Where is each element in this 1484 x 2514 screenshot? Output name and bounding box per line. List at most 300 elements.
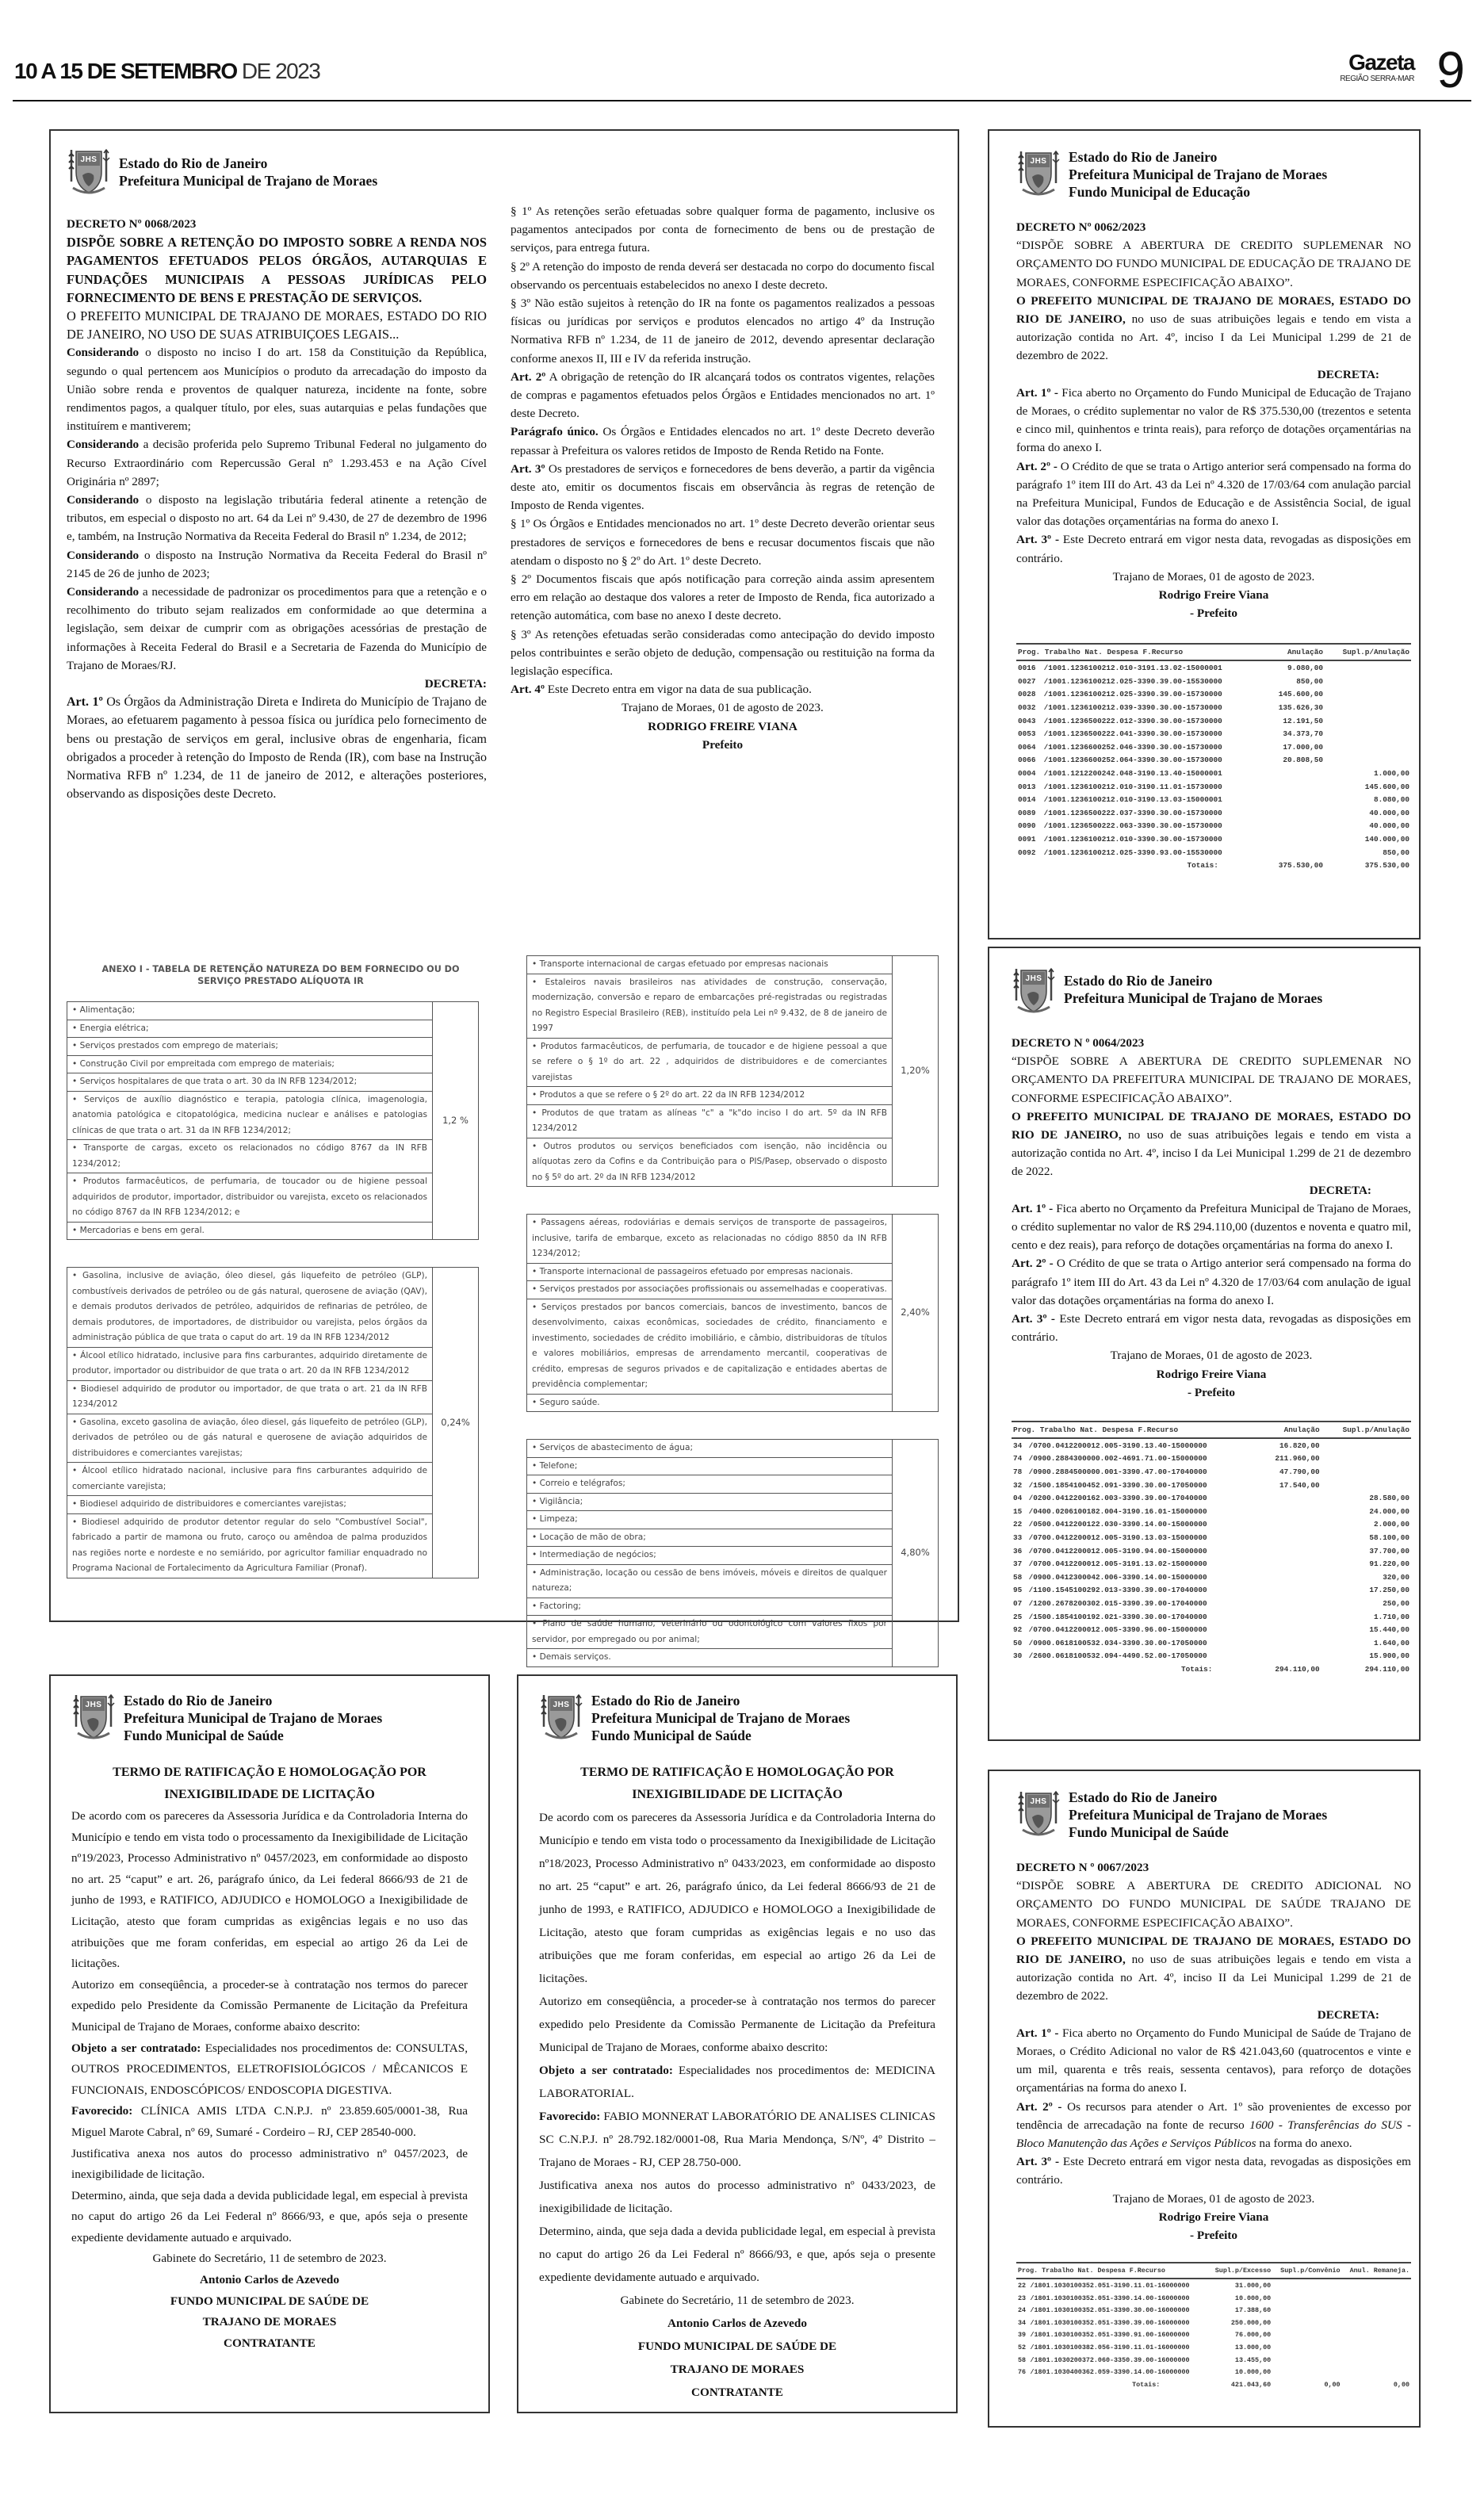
prog-code: 0092 <box>1018 848 1036 857</box>
annex-rate: 1,2 % <box>433 1002 479 1240</box>
dotacao: /1001.1236100212.025-3390.39.00-15530000 <box>1043 676 1222 686</box>
annex-item: • Alimentação; <box>67 1002 433 1020</box>
column-header: Prog. Trabalho Nat. Despesa F.Recurso <box>1016 2263 1207 2279</box>
budget-table-0064 <box>1012 1421 1411 1676</box>
annex-item: • Factoring; <box>527 1598 893 1616</box>
annex-row <box>67 1380 479 1414</box>
annex-rate: 4,80% <box>893 1440 939 1667</box>
amount <box>1260 1491 1321 1505</box>
annex-rate-table <box>526 1439 939 1667</box>
prog-code: 15 <box>1013 1506 1023 1516</box>
column-header: Supl.p/Excesso <box>1207 2263 1272 2279</box>
annex-item: • Plano de saúde humano, veterinário ou odontológico com valores fixos por servidor, por empregado ou por animal; <box>527 1616 893 1649</box>
table-row <box>1016 820 1411 833</box>
decreta-label: DECRETA: <box>1317 367 1379 381</box>
table-row <box>1016 2329 1411 2342</box>
amount: 1.710,00 <box>1373 1612 1409 1621</box>
annex-item: • Mercadorias e bens em geral. <box>67 1222 433 1240</box>
amount: 13.000,00 <box>1234 2344 1272 2352</box>
amount: 47.790,00 <box>1279 1467 1320 1477</box>
decreta-label: DECRETA: <box>424 677 487 691</box>
amount: 140.000,00 <box>1364 834 1409 844</box>
notice-header: JHS Estado do Rio de Janeiro Prefeitura Municipal de Trajano de Moraes Fundo Municipal de Saúde <box>1016 1789 1411 1841</box>
dotacao: /0700.0412200012.005-3390.96.00-15000000 <box>1028 1625 1207 1635</box>
signer-name: RODRIGO FREIRE VIANA <box>648 719 797 733</box>
decree-ementa: “DISPÕE SOBRE A ABERTURA DE CREDITO ADICIONAL NO ORÇAMENTO DO FUNDO MUNICIPAL DE SAÚDE TRAJANO DE MORAES, CONFORME ESPECIFICAÇÃO ABAIXO”. <box>1016 1879 1411 1930</box>
total-value: 421.043,60 <box>1230 2380 1272 2389</box>
dotacao: /2600.0618100532.094-4490.52.00-17050000 <box>1028 1651 1207 1661</box>
amount <box>1342 2292 1411 2305</box>
dotacao: /0700.0412200012.005-3190.13.40-15000000 <box>1028 1441 1207 1450</box>
annex-row <box>67 1347 479 1380</box>
decree-title: DECRETO Nº 0062/2023 <box>1016 220 1146 234</box>
prog-code: 23 <box>1018 2294 1027 2302</box>
table-row <box>1012 1557 1411 1571</box>
amount: 8.080,00 <box>1373 795 1409 805</box>
art-2-paragrafo-unico: Parágrafo único. Os Órgãos e Entidades elencados no art. 1º deste Decreto deverão repassar à Prefeitura os valores retidos de Imposto de Renda Retido na Fonte. <box>511 425 935 457</box>
table-row <box>1016 727 1411 740</box>
prog-code: 0064 <box>1018 742 1036 752</box>
amount <box>1260 1531 1321 1544</box>
amount <box>1260 1623 1321 1636</box>
annex-row <box>67 1496 479 1514</box>
annex-item: • Produtos farmacêuticos, de perfumaria, de toucador e de higiene pessoal a que se refere o § 1º do art. 22 , adquiridos de distribuidores e de comerciantes varejistas <box>527 1038 893 1087</box>
notice-header: JHS Estado do Rio de Janeiro Prefeitura Municipal de Trajano de Moraes Fundo Municipal de Saúde <box>71 1692 468 1744</box>
notice-header: JHS Estado do Rio de Janeiro Prefeitura Municipal de Trajano de Moraes Fundo Municipal de Educação <box>1016 148 1411 201</box>
dotacao: /1500.1854100452.091-3390.30.00-17050000 <box>1028 1480 1207 1490</box>
dotacao: /0900.0618100532.034-3390.30.00-17050000 <box>1028 1638 1207 1647</box>
signer-org: FUNDO MUNICIPAL DE SAÚDE DE TRAJANO DE MORAES CONTRATANTE <box>637 2340 837 2399</box>
considerando: Considerando a decisão proferida pelo Supremo Tribunal Federal no julgamento do Recurso Extraordinário com Repercussão Geral nº 1.293.453 e na Ação Cível Originária nº 2897; <box>67 438 487 488</box>
amount: 250.000,00 <box>1230 2318 1272 2327</box>
amount: 850,00 <box>1296 676 1324 686</box>
dotacao: /1801.1030200372.060-3350.39.00-16000000 <box>1030 2355 1190 2364</box>
amount: 10.000,00 <box>1234 2368 1272 2377</box>
annex-row <box>67 1002 479 1020</box>
dotacao: /0700.0412200012.005-3190.94.00-15000000 <box>1028 1546 1207 1555</box>
dotacao: /0400.0206100182.004-3190.16.01-15000000 <box>1028 1506 1207 1516</box>
header-fundo: Fundo Municipal de Saúde <box>591 1728 752 1743</box>
considerando: Considerando a necessidade de padronizar os procedimentos para que a retenção e o recolhimento do tributo sejam realizados em conformidade ao que determina a legislação, sem deixar de cumprir com as obrigações acessórias de prestação de informações à Receita Federal do Brasil e a Secretaria de Fazenda do Município de Trajano de Moraes/RJ. <box>67 585 487 672</box>
total-value: 375.530,00 <box>1364 861 1409 871</box>
termo-determino: Determino, ainda, que seja dada a devida publicidade legal, em especial à prevista no caput do artigo 26 da Lei Federal nº 8666/93, e que, após seja o presente expediente devidamente autuado e arquivado. <box>71 2188 468 2244</box>
dotacao: /1001.1236100212.010-3390.30.00-15730000 <box>1043 834 1222 844</box>
table-row <box>1012 1505 1411 1518</box>
considerando: Considerando o disposto no inciso I do art. 158 da Constituição da República, segundo o qual pertencem aos Municípios o produto da arrecadação do imposto da União sobre renda e proventos de qualquer natureza, incidente na fonte, sobre rendimentos pagos, a qualquer título, por eles, suas autarquias e pelas fundações que instituírem e mantiverem; <box>67 346 487 434</box>
dotacao: /1001.1236100212.025-3390.39.00-15730000 <box>1043 690 1222 699</box>
amount: 9.080,00 <box>1287 664 1324 673</box>
table-row <box>1012 1465 1411 1479</box>
dotacao: /1001.1236500222.041-3390.30.00-15730000 <box>1043 729 1222 739</box>
amount <box>1321 1479 1411 1492</box>
annex-item: • Construção Civil por empreitada com emprego de materiais; <box>67 1055 433 1073</box>
amount: 850,00 <box>1383 848 1409 857</box>
amount: 10.000,00 <box>1234 2294 1272 2302</box>
table-row <box>1016 2317 1411 2329</box>
page-number: 9 <box>1436 41 1465 98</box>
annex-title: ANEXO I - TABELA DE RETENÇÃO NATUREZA DO BEM FORNECIDO OU DO SERVIÇO PRESTADO ALÍQUOTA IR <box>101 964 460 986</box>
column-header: Anul. Remaneja. <box>1342 2263 1411 2279</box>
table-row <box>1012 1650 1411 1663</box>
brand-subtitle: REGIÃO SERRA-MAR <box>1340 75 1414 83</box>
decree-0068-box <box>49 129 959 1662</box>
decree-0064-box <box>988 947 1421 1741</box>
termo-18-box <box>517 1674 958 2413</box>
decree-ementa: DISPÕE SOBRE A RETENÇÃO DO IMPOSTO SOBRE A RENDA NOS PAGAMENTOS EFETUADOS PELOS ÓRGÃOS, AUTARQUIAS E FUNDAÇÕES MUNICIPAIS A PESSOAS JURÍDICAS PELO FORNECIMENTO DE BENS E PRESTAÇÃO DE SERVIÇOS. <box>67 235 487 305</box>
annex-row <box>67 1020 479 1038</box>
amount: 40.000,00 <box>1369 821 1409 831</box>
dotacao: /1500.1854100192.021-3390.30.00-17040000 <box>1028 1612 1207 1621</box>
table-row <box>1012 1636 1411 1650</box>
prog-code: 74 <box>1013 1454 1023 1464</box>
annex-item: • Locação de mão de obra; <box>527 1529 893 1547</box>
annex-item: • Correio e telégrafos; <box>527 1475 893 1494</box>
amount <box>1325 727 1411 740</box>
table-row <box>1012 1571 1411 1584</box>
annex-item: • Seguro saúde. <box>527 1394 893 1412</box>
prog-code: 0066 <box>1018 756 1036 765</box>
dotacao: /1001.1236600252.064-3390.30.00-15730000 <box>1043 756 1222 765</box>
dotacao: /1801.1030100382.056-3190.11.01-16000000 <box>1030 2344 1190 2352</box>
issue-date: 10 A 15 DE SETEMBRO DE 2023 <box>14 59 320 83</box>
amount: 13.455,00 <box>1234 2355 1272 2364</box>
amount <box>1325 701 1411 714</box>
annex-rate: 2,40% <box>893 1215 939 1412</box>
dotacao: /1001.1212200242.048-3190.13.40-15000001 <box>1043 769 1222 779</box>
table-row <box>1016 688 1411 702</box>
art-1-p2: § 2º A retenção do imposto de renda deverá ser destacada no corpo do documento fiscal observando os percentuais estabelecidos no anexo I deste decreto. <box>511 259 935 292</box>
annex-item: • Álcool etílico hidratado nacional, inclusive para fins carburantes adquirido de comerciante varejista; <box>67 1463 433 1496</box>
termo-objeto: Objeto a ser contratado: Especialidades nos procedimentos de: CONSULTAS, OUTROS PROCEDIMENTOS, ELETROFISIOLÓGICOS / MÊCANICOS E FUNCIONAIS, ENDOSCÓPICOS/ ENDOSCOPIA DIGESTIVA. <box>71 2041 468 2097</box>
amount <box>1342 2354 1411 2367</box>
prog-code: 0089 <box>1018 808 1036 817</box>
budget-table-0062 <box>1016 643 1411 872</box>
dotacao: /1001.1236100212.010-3191.13.02-15000001 <box>1043 664 1222 673</box>
table-row <box>1016 714 1411 728</box>
art-1: Art. 1º - Fica aberto no Orçamento do Fundo Municipal de Saúde de Trajano de Moraes, o Crédito Adicional no valor de R$ 421.043,60 (quatrocentos e vinte e um mil, quarenta e três reais, sessenta centavos), para reforço de dotações orçamentárias na forma do anexo I. <box>1016 2026 1411 2095</box>
signer-role: - Prefeito <box>1187 1385 1235 1399</box>
signer-role: - Prefeito <box>1189 606 1237 621</box>
header-state: Estado do Rio de Janeiro <box>119 155 268 171</box>
table-row <box>1016 2292 1411 2305</box>
termo-paragraph-2: Autorizo em conseqüência, a proceder-se à contratação nos termos do parecer expedido pelo Presidente da Comissão Permanente de Licitação da Prefeitura Municipal de Trajano de Moraes, conforme abaixo descrito: <box>71 1977 468 2034</box>
amount: 211.960,00 <box>1275 1454 1320 1464</box>
amount <box>1325 660 1411 675</box>
art-3: Art. 3º Os prestadores de serviços e fornecedores de bens deverão, a partir da vigência deste ato, emitir os documentos fiscais em observância às regras de retenção de Imposto de Renda vigentes. <box>511 461 935 513</box>
annex-row <box>67 1038 479 1056</box>
dotacao: /1801.1030100352.051-3390.14.00-16000000 <box>1030 2294 1190 2302</box>
art-2: Art. 2º - Os recursos para atender o Art. 1º são provenientes de excesso por tendência de arrecadação na fonte de recurso 1600 - Transferências do SUS - Bloco Manutenção das Ações e Serviços Públicos na forma do anexo. <box>1016 2099 1412 2151</box>
termo-justificativa: Justificativa anexa nos autos do processo administrativo nº 0433/2023, de inexigibilidade de licitação. <box>539 2179 935 2215</box>
annex-rate: 1,20% <box>893 956 939 1187</box>
annex-row <box>527 1616 939 1649</box>
amount: 2.000,00 <box>1373 1520 1409 1529</box>
amount: 320,00 <box>1383 1572 1409 1582</box>
annex-row <box>527 1263 939 1281</box>
column-header: Supl.p/Convênio <box>1272 2263 1341 2279</box>
amount: 250,00 <box>1383 1598 1409 1608</box>
amount: 12.191,50 <box>1283 716 1324 725</box>
amount <box>1342 2317 1411 2329</box>
column-header: Anulação <box>1260 1422 1321 1438</box>
annex-row <box>527 974 939 1038</box>
termo-paragraph-2: Autorizo em conseqüência, a proceder-se à contratação nos termos do parecer expedido pelo Presidente da Comissão Permanente de Licitação da Prefeitura Municipal de Trajano de Moraes, conforme abaixo descrito: <box>539 1995 935 2054</box>
annex-row <box>67 1463 479 1496</box>
masthead <box>13 41 1471 101</box>
prog-code: 04 <box>1013 1494 1023 1503</box>
decreta-label: DECRETA: <box>1309 1183 1371 1197</box>
dotacao: /1001.1236600252.046-3390.30.00-15730000 <box>1043 742 1222 752</box>
table-row <box>1016 832 1411 846</box>
table-row <box>1012 1479 1411 1492</box>
prog-code: 22 <box>1013 1520 1023 1529</box>
art-3: Art. 3º - Este Decreto entrará em vigor nesta data, revogadas as disposições em contrário. <box>1012 1312 1411 1345</box>
annex-item: • Serviços prestados por associações profissionais ou assemelhadas e cooperativas. <box>527 1281 893 1299</box>
annex-item: • Estaleiros navais brasileiros nas atividades de construção, conservação, modernização, conversão e reparo de embarcações pré-registradas ou registradas no Registro Especial Brasileiro (REB), instituído pela Lei nº 9.432, de 8 de janeiro de 1997 <box>527 974 893 1038</box>
dotacao: /0500.0412200122.030-3390.14.00-15000000 <box>1028 1520 1207 1529</box>
amount: 1.000,00 <box>1373 769 1409 779</box>
considerandos <box>67 343 487 675</box>
amount: 17.388,60 <box>1234 2306 1272 2315</box>
annex-row <box>527 1493 939 1511</box>
total-value: 294.110,00 <box>1275 1664 1320 1674</box>
header-fundo: Fundo Municipal de Saúde <box>1069 1824 1229 1840</box>
annex-row <box>67 1091 479 1140</box>
prog-code: 37 <box>1013 1559 1023 1569</box>
annex-row <box>527 956 939 974</box>
amount: 135.626,30 <box>1278 703 1324 713</box>
amount: 37.700,00 <box>1369 1546 1409 1555</box>
totals-row <box>1016 859 1411 872</box>
art-3-p2: § 2º Documentos fiscais que após notificação para correção ainda assim apresentem erro em relação ao destaque dos valores a reter de Imposto de Renda, fica autorizado a retenção automática, com base no anexo I deste decreto. <box>511 572 935 623</box>
amount <box>1260 1557 1321 1571</box>
amount <box>1325 675 1411 688</box>
table-row <box>1012 1597 1411 1610</box>
amount <box>1325 754 1411 767</box>
prog-code: 25 <box>1013 1612 1023 1621</box>
prog-code: 0004 <box>1018 769 1036 779</box>
annex-row <box>527 1649 939 1667</box>
annex-row <box>527 1087 939 1105</box>
prog-code: 0090 <box>1018 821 1036 831</box>
annex-row <box>527 1440 939 1458</box>
annex-item: • Telefone; <box>527 1457 893 1475</box>
annex-rate-table <box>526 955 939 1187</box>
table-row <box>1012 1544 1411 1558</box>
amount <box>1321 1438 1411 1452</box>
amount <box>1342 2341 1411 2354</box>
annex-item: • Biodiesel adquirido de produtor ou importador, de que trata o art. 21 da IN RFB 1234/2012 <box>67 1380 433 1414</box>
table-row <box>1016 806 1411 820</box>
annex-row <box>527 1564 939 1598</box>
annex-row <box>527 1598 939 1616</box>
annex-item: • Produtos farmacêuticos, de perfumaria, de toucador ou de higiene pessoal adquiridos de produtor, importador, distribuidor ou varejista, exceto os relacionados no código 8767 da IN RFB 1234/2012; e <box>67 1173 433 1223</box>
amount: 16.820,00 <box>1279 1441 1320 1450</box>
annex-item: • Álcool etílico hidratado, inclusive para fins carburantes, adquirido diretamente de produtor, importador ou distribuidor de que trata o art. 20 da IN RFB 1234/2012 <box>67 1347 433 1380</box>
amount <box>1321 1452 1411 1466</box>
decree-preamble: O PREFEITO MUNICIPAL DE TRAJANO DE MORAES, ESTADO DO RIO DE JANEIRO, NO USO DE SUAS ATRIBUIÇOES LEGAIS... <box>67 308 487 342</box>
amount <box>1266 820 1325 833</box>
place-date: Trajano de Moraes, 01 de agosto de 2023. <box>1112 2191 1315 2206</box>
prog-code: 0043 <box>1018 716 1036 725</box>
amount <box>1260 1636 1321 1650</box>
amount <box>1272 2354 1341 2367</box>
signer-name: Rodrigo Freire Viana <box>1158 2210 1269 2224</box>
annex-row <box>527 1394 939 1412</box>
art-1: Art. 1º - Fica aberto no Orçamento da Prefeitura Municipal de Trajano de Moraes, o crédito suplementar no valor de R$ 294.110,00 (duzentos e noventa e quatro mil, cento e dez reais), para reforço de dotações orçamentárias na forma do anexo I. <box>1012 1201 1411 1253</box>
total-value: 0,00 <box>1324 2380 1341 2389</box>
decree-title: DECRETO Nº 0068/2023 <box>67 217 197 231</box>
table-row <box>1016 660 1411 675</box>
place-date: Trajano de Moraes, 01 de agosto de 2023. <box>1110 1349 1313 1363</box>
municipal-crest-icon <box>1016 1789 1061 1839</box>
decree-preamble: O PREFEITO MUNICIPAL DE TRAJANO DE MORAES, ESTADO DO RIO DE JANEIRO, no uso de suas atribuições legais e tendo em vista a autorização contida no Art. 4º, inciso I da Lei Municipal 1.299 de 21 de dezembro de 2022. <box>1016 293 1411 363</box>
header-prefeitura: Prefeitura Municipal de Trajano de Moraes <box>119 173 378 189</box>
termo-title: TERMO DE RATIFICAÇÃO E HOMOLOGAÇÃO POR INEXIGIBILIDADE DE LICITAÇÃO <box>113 1766 426 1801</box>
annex-row <box>527 1299 939 1394</box>
annex-item: • Outros produtos ou serviços beneficiados com isenção, não incidência ou alíquotas zero da Cofins e da Contribuição para o PIS/Pasep, observado o disposto no § 5º do art. 2º da IN RFB 1234/2012 <box>527 1138 893 1187</box>
amount <box>1260 1584 1321 1598</box>
table-row <box>1016 675 1411 688</box>
considerando: Considerando o disposto na Instrução Normativa da Receita Federal do Brasil nº 2145 de 26 de junho de 2023; <box>67 548 487 580</box>
termo-justificativa: Justificativa anexa nos autos do processo administrativo nº 0457/2023, de inexigibilidade de licitação. <box>71 2146 468 2182</box>
amount <box>1325 688 1411 702</box>
prog-code: 36 <box>1013 1546 1023 1555</box>
decree-ementa: “DISPÕE SOBRE A ABERTURA DE CREDITO SUPLEMENAR NO ORÇAMENTO DO FUNDO MUNICIPAL DE EDUCAÇÃO DE TRAJANO DE MORAES, CONFORME ESPECIFICAÇÃO ABAIXO”. <box>1016 239 1411 289</box>
crest-monogram: JHS <box>1030 1797 1047 1806</box>
annex-row <box>67 1222 479 1240</box>
prog-code: 0027 <box>1018 676 1036 686</box>
prog-code: 07 <box>1013 1598 1023 1608</box>
art-3-p1: § 1º Os Órgãos e Entidades mencionados no art. 1º deste Decreto deverão orientar seus prestadores de serviços e fornecedores de bens e recusar documentos fiscais que não atendam o disposto no § 2º do Art. 1º deste Decreto. <box>511 517 935 568</box>
annex-row <box>527 1104 939 1138</box>
place-date: Trajano de Moraes, 01 de agosto de 2023. <box>622 701 824 715</box>
annex-item: • Biodiesel adquirido de distribuidores e comerciantes varejistas; <box>67 1496 433 1514</box>
column-header: Anulação <box>1266 644 1325 660</box>
amount <box>1266 780 1325 794</box>
municipal-crest-icon <box>1012 966 1056 1016</box>
amount <box>1325 740 1411 754</box>
amount: 34.373,70 <box>1283 729 1324 739</box>
prog-code: 24 <box>1018 2306 1027 2315</box>
prog-code: 92 <box>1013 1625 1023 1635</box>
annex-row <box>527 1529 939 1547</box>
annex-item: • Produtos a que se refere o § 2º do art. 22 da IN RFB 1234/2012 <box>527 1087 893 1105</box>
place-date: Gabinete do Secretário, 11 de setembro de 2023. <box>620 2294 855 2307</box>
dotacao: /1001.1236100212.025-3390.93.00-15530000 <box>1043 848 1222 857</box>
annex-item: • Gasolina, exceto gasolina de aviação, óleo diesel, gás liquefeito de petróleo (GLP), derivados de petróleo ou de gás natural e querosene de aviação adquiridos de distribuidores e comerciantes varejistas; <box>67 1414 433 1463</box>
annex-item: • Transporte internacional de passageiros efetuado por empresas nacionais. <box>527 1263 893 1281</box>
prog-code: 0016 <box>1018 664 1036 673</box>
prog-code: 58 <box>1018 2355 1027 2364</box>
amount <box>1260 1544 1321 1558</box>
amount: 1.640,00 <box>1373 1638 1409 1647</box>
table-row <box>1016 701 1411 714</box>
amount <box>1272 2317 1341 2329</box>
decree-preamble: O PREFEITO MUNICIPAL DE TRAJANO DE MORAES, ESTADO DO RIO DE JANEIRO, no uso de suas atribuições legais e tendo em vista a autorização contida no Art. 4º, inciso I da Lei Municipal 1.299 de 21 de dezembro de 2022. <box>1012 1109 1411 1179</box>
table-row <box>1016 2304 1411 2317</box>
amount <box>1260 1610 1321 1624</box>
amount <box>1325 714 1411 728</box>
totals-label: Totais: <box>1132 2380 1161 2389</box>
column-header: Prog. Trabalho Nat. Despesa F.Recurso <box>1012 1422 1260 1438</box>
art-3-p3: § 3º As retenções efetuadas serão consideradas como antecipação do devido imposto pelos contribuintes e serão objeto de dedução, compensação ou restituição na forma da legislação específica. <box>511 627 935 679</box>
decree-0062-box <box>988 129 1421 939</box>
amount: 28.580,00 <box>1369 1494 1409 1503</box>
amount: 58.100,00 <box>1369 1533 1409 1543</box>
annex-item: • Transporte de cargas, exceto os relacionados no código 8767 da IN RFB 1234/2012; <box>67 1140 433 1173</box>
prog-code: 34 <box>1013 1441 1023 1450</box>
annex-row <box>67 1268 479 1348</box>
prog-code: 78 <box>1013 1467 1023 1477</box>
amount: 145.600,00 <box>1278 690 1324 699</box>
art-1-p3: § 3º Não estão sujeitos à retenção do IR na fonte os pagamentos realizados a pessoas físicas ou jurídicas por serviços e produtos elencados no artigo 4º da Instrução Normativa RFB nº 1.234, de 11 de janeiro de 2012, devendo apresentar declaração conforme anexos II, III e IV da referida instrução. <box>511 297 935 365</box>
dotacao: /1801.1030100352.051-3390.91.00-16000000 <box>1030 2331 1190 2340</box>
dotacao: /0200.0412200162.003-3390.39.00-17040000 <box>1028 1494 1207 1503</box>
totals-label: Totais: <box>1180 1664 1213 1674</box>
brand-name: Gazeta <box>1348 50 1414 75</box>
amount <box>1260 1518 1321 1532</box>
termo-favorecido: Favorecido: FABIO MONNERAT LABORATÓRIO DE ANALISES CLINICAS SC C.N.P.J. nº 28.792.182/0001-08, Rua Maria Mendonça, S/Nº, 4º Distrito – Trajano de Moraes - RJ, CEP 28.750-000. <box>539 2110 935 2169</box>
table-row <box>1016 780 1411 794</box>
art-2: Art. 2º A obrigação de retenção do IR alcançará todos os contratos vigentes, relações de compras e pagamentos efetuados pelos Órgãos e Entidades mencionados no art. 1º deste Decreto. <box>511 369 935 421</box>
total-value: 375.530,00 <box>1278 861 1324 871</box>
annex-row <box>527 1038 939 1087</box>
amount <box>1321 1465 1411 1479</box>
annex-item: • Serviços hospitalares de que trata o art. 30 da IN RFB 1234/2012; <box>67 1073 433 1092</box>
amount: 31.000,00 <box>1234 2282 1272 2290</box>
termo-paragraph-1: De acordo com os pareceres da Assessoria Jurídica e da Controladoria Interna do Município e tendo em vista todo o processamento da Inexigibilidade de Licitação nº18/2023, Processo Administrativo nº 0433/2023, em conformidade ao disposto no art. 25 “caput” e art. 26, parágrafo único, da Lei federal 8666/93 de 21 de junho de 1993, e RATIFICO, ADJUDICO e HOMOLOGO a Inexigibilidade de Licitação, atesto que foram cumpridas as exigências legais e no uso das atribuições que me foram conferidas, em especial ao artigo 26 da Lei de licitações. <box>539 1811 935 1985</box>
art-2: Art. 2º - O Crédito de que se trata o Artigo anterior será compensado na forma do parágrafo 1º item III do Art. 43 da Lei nº 4.320 de 17/03/64 com anulação de igual valor das dotações orçamentárias na forma do anexo I. <box>1012 1257 1412 1307</box>
prog-code: 0032 <box>1018 703 1036 713</box>
dotacao: /1001.1236500222.063-3390.30.00-15730000 <box>1043 821 1222 831</box>
signer-org: FUNDO MUNICIPAL DE SAÚDE DE TRAJANO DE MORAES CONTRATANTE <box>170 2294 369 2350</box>
amount: 145.600,00 <box>1364 782 1409 791</box>
amount <box>1272 2329 1341 2342</box>
art-1: Art. 1º Os Órgãos da Administração Direta e Indireta do Município de Trajano de Moraes, ao efetuarem pagamento à pessoa física ou jurídica pelo fornecimento de bens ou prestação de serviços em geral, inclusive obras de engenharia, ficam obrigados a proceder à retenção do Imposto de Renda (IR), com base na Instrução Normativa RFB nº 1.234, de 11 de janeiro de 2012, e alterações posteriores, observando as disposições deste Decreto. <box>67 695 487 802</box>
prog-code: 76 <box>1018 2368 1027 2377</box>
annex-item: • Demais serviços. <box>527 1649 893 1667</box>
annex-row <box>527 1511 939 1529</box>
crest-monogram: JHS <box>85 1701 102 1709</box>
amount <box>1272 2292 1341 2305</box>
annex-item: • Passagens aéreas, rodoviárias e demais serviços de transporte de passageiros, inclusive, tarifa de embarque, exceto as relacionadas no código 8850 da IN RFB 1234/2012; <box>527 1215 893 1264</box>
table-row <box>1016 846 1411 859</box>
signer-role: - Prefeito <box>1189 2229 1237 2243</box>
prog-code: 32 <box>1013 1480 1023 1490</box>
amount <box>1342 2304 1411 2317</box>
annex-item: • Serviços de abastecimento de água; <box>527 1440 893 1458</box>
place-date: Gabinete do Secretário, 11 de setembro de 2023. <box>152 2252 387 2266</box>
amount: 15.440,00 <box>1369 1625 1409 1635</box>
table-row <box>1012 1452 1411 1466</box>
amount <box>1266 793 1325 806</box>
termo-favorecido: Favorecido: CLÍNICA AMIS LTDA C.N.P.J. nº 23.859.605/0001-38, Rua Miguel Marote Cabral, nº 69, Sumaré - Cordeiro – RJ, CEP 28540-000. <box>71 2104 468 2139</box>
crest-monogram: JHS <box>553 1701 570 1709</box>
table-row <box>1016 754 1411 767</box>
table-row <box>1016 740 1411 754</box>
decree-ementa: “DISPÕE SOBRE A ABERTURA DE CREDITO SUPLEMENAR NO ORÇAMENTO DA PREFEITURA MUNICIPAL DE TRAJANO DE MORAES, CONFORME ESPECIFICAÇÃO ABAIXO”. <box>1012 1054 1411 1105</box>
table-row <box>1012 1491 1411 1505</box>
amount: 24.000,00 <box>1369 1506 1409 1516</box>
amount <box>1266 832 1325 846</box>
prog-code: 39 <box>1018 2331 1027 2340</box>
notice-header: JHS Estado do Rio de Janeiro Prefeitura Municipal de Trajano de Moraes Fundo Municipal de Saúde <box>539 1692 935 1744</box>
considerando: Considerando o disposto na legislação tributária federal atinente a retenção de tributos, em especial o disposto no art. 64 da Lei nº 9.430, de 27 de dezembro de 1996 e, também, na Instrução Normativa da Receita Federal do Brasil nº 1.234, de 2012; <box>67 493 487 544</box>
amount: 17.250,00 <box>1369 1586 1409 1595</box>
art-3: Art. 3º - Este Decreto entrará em vigor nesta data, revogadas as disposições em contrário. <box>1016 2155 1411 2187</box>
termo-determino: Determino, ainda, que seja dada a devida publicidade legal, em especial à prevista no caput do artigo 26 da Lei Federal nº 8666/93, e que, após seja o presente expediente devidamente autuado e arquivado. <box>539 2225 935 2284</box>
